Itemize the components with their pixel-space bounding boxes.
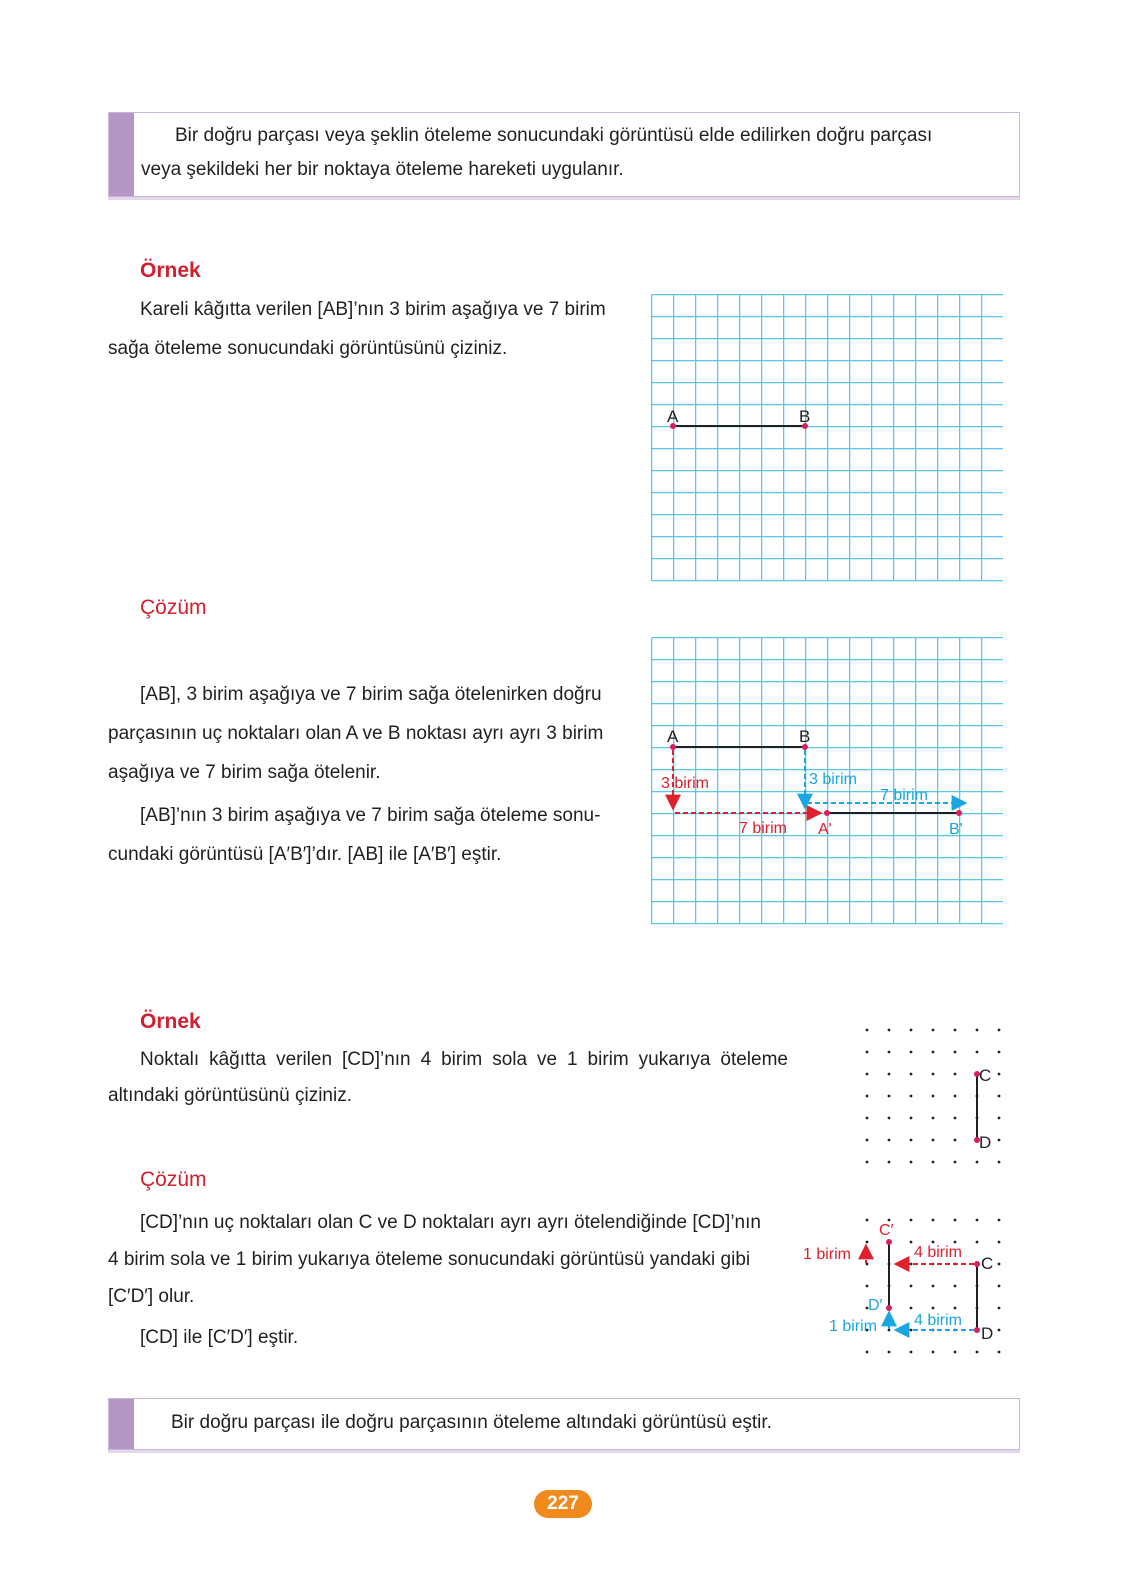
dot [998, 1351, 1001, 1354]
label-1-birim-red: 1 birim [803, 1246, 852, 1263]
dot [954, 1029, 957, 1032]
dot [954, 1139, 957, 1142]
example-1-line-2: sağa öteleme sonucundaki görüntüsünü çiziniz. [108, 338, 508, 359]
dot [932, 1307, 935, 1310]
label-1-birim-blue: 1 birim [829, 1318, 878, 1335]
dot [954, 1161, 957, 1164]
dot [976, 1161, 979, 1164]
label-d-prime: D′ [868, 1297, 883, 1314]
dot [998, 1241, 1001, 1244]
point-d [974, 1327, 980, 1333]
dot [888, 1117, 891, 1120]
label-d: D [979, 1133, 992, 1152]
info-line-1: Bir doğru parçası veya şeklin öteleme sonucundaki görüntüsü elde edilirken doğru parçası [175, 125, 933, 146]
dot [910, 1263, 913, 1266]
solution-heading-2: Çözüm [140, 1168, 207, 1191]
dot [910, 1241, 913, 1244]
label-a: A [667, 407, 679, 426]
dot [998, 1029, 1001, 1032]
label-c: C [979, 1066, 992, 1085]
point-d-prime [886, 1305, 892, 1311]
dot [866, 1241, 869, 1244]
dot [976, 1351, 979, 1354]
solution-2-p1-line-1: [CD]’nın uç noktaları olan C ve D noktaları ayrı ayrı ötelendiğinde [CD]’nın [140, 1212, 761, 1233]
label-4-birim-red: 4 birim [914, 1244, 963, 1261]
dot [932, 1029, 935, 1032]
dot [866, 1219, 869, 1222]
point-b-prime [956, 810, 962, 816]
dot [976, 1241, 979, 1244]
dot [976, 1029, 979, 1032]
dot [888, 1095, 891, 1098]
example-2-line-2: altındaki görüntüsünü çiziniz. [108, 1085, 352, 1106]
dot [888, 1219, 891, 1222]
label-4-birim-blue: 4 birim [914, 1312, 963, 1329]
dot [998, 1161, 1001, 1164]
solution-2-p1-line-2: 4 birim sola ve 1 birim yukarıya öteleme sonucundaki görüntüsü yandaki gibi [108, 1249, 751, 1270]
dot [888, 1073, 891, 1076]
point-a-prime [824, 810, 830, 816]
dot [910, 1073, 913, 1076]
dot [910, 1051, 913, 1054]
dot [932, 1241, 935, 1244]
dot [866, 1029, 869, 1032]
label-b-prime: B' [949, 821, 963, 838]
point-c-prime [886, 1239, 892, 1245]
label-7-birim-red: 7 birim [739, 820, 788, 837]
dot [888, 1329, 891, 1332]
solution-1-text [108, 675, 628, 874]
dot [998, 1139, 1001, 1142]
info-box-top [108, 112, 1020, 197]
dot [998, 1329, 1001, 1332]
label-b: B [799, 727, 811, 746]
dot [954, 1219, 957, 1222]
dot [976, 1219, 979, 1222]
example-heading-1: Örnek [140, 259, 201, 282]
dot [910, 1219, 913, 1222]
dot [888, 1051, 891, 1054]
label-d: D [981, 1324, 994, 1343]
label-3-birim-red: 3 birim [661, 775, 710, 792]
info-box-text [141, 119, 1001, 187]
solution-1-p1-line-1: [AB], 3 birim aşağıya ve 7 birim sağa ötelenirken doğru [140, 684, 602, 705]
solution-2-p2: [CD] ile [C′D′] eştir. [140, 1327, 299, 1348]
dot [932, 1161, 935, 1164]
label-c-prime: C′ [879, 1222, 894, 1239]
solution-1-p2-line-1: [AB]’nın 3 birim aşağıya ve 7 birim sağa öteleme sonu- [140, 805, 601, 826]
dot [910, 1285, 913, 1288]
dot [954, 1307, 957, 1310]
label-a-prime: A' [818, 821, 832, 838]
info-box-accent-bar [109, 1399, 134, 1449]
solution-heading-1: Çözüm [140, 596, 207, 619]
dot [866, 1139, 869, 1142]
label-c: C [981, 1254, 994, 1273]
dot [998, 1073, 1001, 1076]
dot [932, 1073, 935, 1076]
example-heading-2: Örnek [140, 1010, 201, 1033]
dot [932, 1051, 935, 1054]
example-2-text [108, 1042, 788, 1114]
dot [866, 1051, 869, 1054]
dot [976, 1051, 979, 1054]
example-1-text [108, 290, 628, 368]
solution-2-p1-line-3: [C′D′] olur. [108, 1286, 195, 1307]
dot [954, 1073, 957, 1076]
dot [998, 1117, 1001, 1120]
example-1-line-1: Kareli kâğıtta verilen [AB]’nın 3 birim aşağıya ve 7 birim [140, 299, 606, 320]
dot [954, 1095, 957, 1098]
dot [866, 1117, 869, 1120]
dot [954, 1351, 957, 1354]
dot [910, 1329, 913, 1332]
info-box-bottom [108, 1398, 1020, 1450]
label-a: A [667, 727, 679, 746]
dot [910, 1307, 913, 1310]
solution-1-p1-line-2: parçasının uç noktaları olan A ve B noktası ayrı ayrı 3 birim [108, 723, 604, 744]
dot [932, 1285, 935, 1288]
dot [866, 1095, 869, 1098]
dot [866, 1351, 869, 1354]
dot [954, 1117, 957, 1120]
dot [910, 1139, 913, 1142]
page-number: 227 [534, 1490, 592, 1518]
dot [866, 1161, 869, 1164]
dot-grid-example-2 [855, 1018, 1015, 1173]
square-grid-example-1 [651, 294, 1003, 582]
label-7-birim-blue: 7 birim [880, 787, 929, 804]
dot [932, 1351, 935, 1354]
dot-grid-solution-2 [800, 1208, 1015, 1368]
dot [866, 1073, 869, 1076]
square-grid-solution-1 [651, 637, 1003, 925]
dot [888, 1139, 891, 1142]
dot [888, 1029, 891, 1032]
dot [888, 1161, 891, 1164]
dot [954, 1051, 957, 1054]
example-2-line-1: Noktalı kâğıtta verilen [CD]’nın 4 birim sola ve 1 birim yukarıya öteleme [140, 1049, 788, 1070]
solution-1-p1-line-3: aşağıya ve 7 birim sağa ötelenir. [108, 762, 381, 783]
solution-2-text [108, 1204, 788, 1356]
info-box-bottom-text: Bir doğru parçası ile doğru parçasının öteleme altındaki görüntüsü eştir. [171, 1412, 772, 1433]
dot [866, 1263, 869, 1266]
solution-1-p2-line-2: cundaki görüntüsü [A′B′]’dır. [AB] ile [A′B′] eştir. [108, 844, 502, 865]
dot [910, 1351, 913, 1354]
dot [932, 1219, 935, 1222]
grid-lines [652, 295, 1003, 581]
dot [910, 1029, 913, 1032]
point-c [974, 1261, 980, 1267]
info-box-accent-bar [109, 113, 134, 196]
dot [998, 1095, 1001, 1098]
dot [932, 1095, 935, 1098]
dot [998, 1051, 1001, 1054]
dot [866, 1285, 869, 1288]
dot [998, 1285, 1001, 1288]
dot [888, 1351, 891, 1354]
dot [998, 1263, 1001, 1266]
label-b: B [799, 407, 811, 426]
dot [954, 1241, 957, 1244]
dot [954, 1285, 957, 1288]
info-line-2: veya şekildeki her bir noktaya öteleme hareketi uygulanır. [141, 159, 624, 180]
dot [932, 1117, 935, 1120]
dot [998, 1219, 1001, 1222]
label-3-birim-blue: 3 birim [809, 771, 858, 788]
dot [910, 1161, 913, 1164]
dot [910, 1095, 913, 1098]
dot [932, 1139, 935, 1142]
dot [998, 1307, 1001, 1310]
dot [910, 1117, 913, 1120]
